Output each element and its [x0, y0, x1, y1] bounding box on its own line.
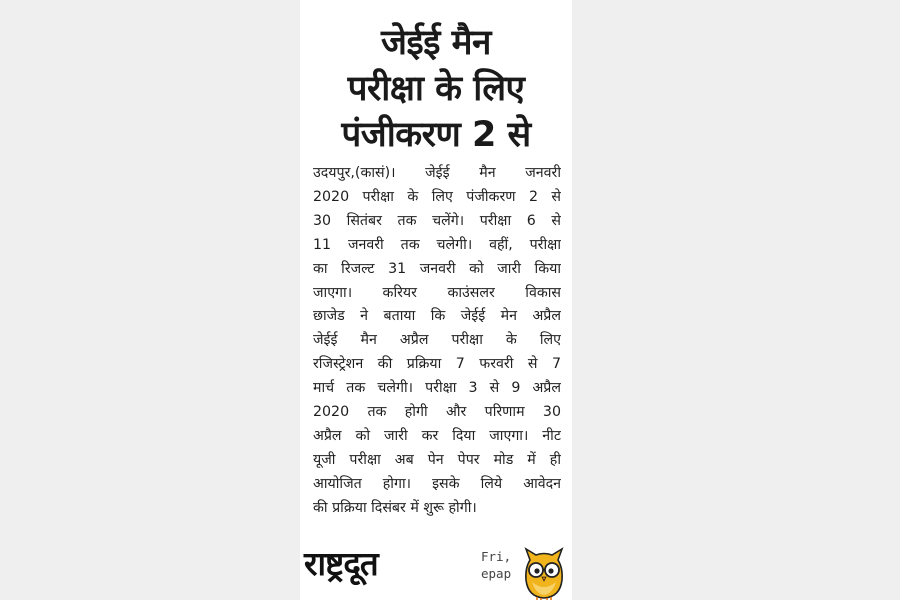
article-line: जेईई मैन अप्रैल परीक्षा के लिए: [313, 332, 561, 349]
article-line: 30 सितंबर तक चलेंगे। परीक्षा 6 से: [313, 212, 561, 229]
article-line: आयोजित होगा। इसके लिये आवेदन: [313, 475, 561, 492]
headline-line: जेईई मैन: [381, 23, 491, 63]
headline-line: परीक्षा के लिए: [347, 69, 525, 109]
article-line: जाएगा। करियर काउंसलर विकास: [313, 284, 561, 301]
masthead-logo: राष्ट्रदूत: [304, 544, 378, 583]
article-line: 11 जनवरी तक चलेगी। वहीं, परीक्षा: [313, 236, 561, 253]
article-line: रजिस्ट्रेशन की प्रक्रिया 7 फरवरी से 7: [313, 356, 561, 373]
newspaper-footer: [300, 540, 572, 600]
article-body: [313, 162, 561, 521]
owl-mascot-icon: [522, 546, 566, 600]
article-line: छाजेड ने बताया कि जेईई मेन अप्रैल: [313, 308, 561, 325]
article-line: यूजी परीक्षा अब पेन पेपर मोड में ही: [313, 451, 561, 468]
article-line: मार्च तक चलेगी। परीक्षा 3 से 9 अप्रैल: [313, 380, 561, 397]
edition-label: epap: [481, 566, 512, 581]
article-line: अप्रैल को जारी कर दिया जाएगा। नीट: [313, 427, 561, 444]
article-line: 2020 तक होगी और परिणाम 30: [313, 404, 561, 421]
headline: [300, 0, 572, 158]
article-line: का रिजल्ट 31 जनवरी को जारी किया: [313, 260, 561, 277]
edition-date: Fri,: [481, 549, 512, 564]
article-line: की प्रक्रिया दिसंबर में शुरू होगी।: [313, 499, 477, 516]
article-line: उदयपुर,(कासं)। जेईई मैन जनवरी: [313, 165, 561, 181]
article-line: 2020 परीक्षा के लिए पंजीकरण 2 से: [313, 188, 561, 205]
newspaper-clipping: [300, 0, 572, 600]
edition-dateline: [481, 548, 511, 582]
headline-line: पंजीकरण 2 से: [341, 115, 531, 155]
